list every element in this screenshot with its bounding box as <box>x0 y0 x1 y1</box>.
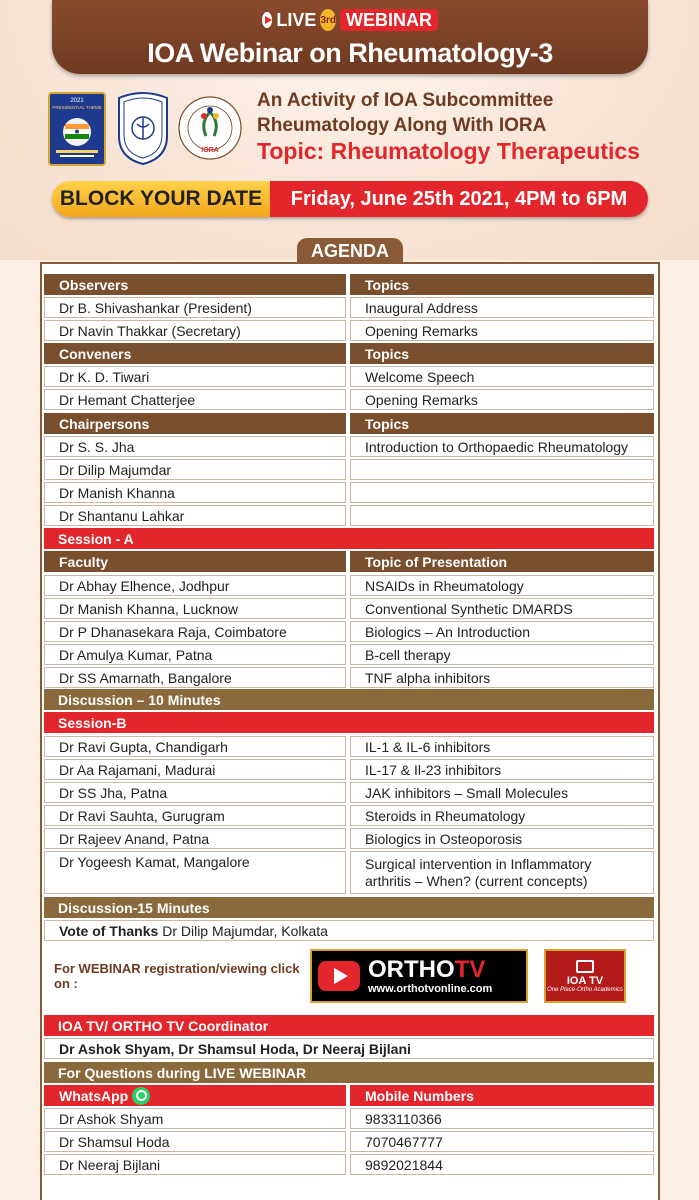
name-cell: Dr Navin Thakkar (Secretary) <box>44 320 346 341</box>
whatsapp-icon <box>132 1087 150 1105</box>
block-date-label: BLOCK YOUR DATE <box>52 181 270 217</box>
table-row <box>44 667 654 688</box>
table-row <box>44 482 654 503</box>
name-cell: Dr P Dhanasekara Raja, Coimbatore <box>44 621 346 642</box>
name-cell: Dr Shantanu Lahkar <box>44 505 346 526</box>
ioatv-link[interactable] <box>544 949 626 1003</box>
presidential-theme-logo <box>48 92 106 166</box>
topic-cell: B-cell therapy <box>350 644 654 665</box>
name-cell: Dr Manish Khanna <box>44 482 346 503</box>
name-cell: Dr Ravi Sauhta, Gurugram <box>44 805 346 826</box>
table-row <box>44 759 654 780</box>
topic-cell <box>350 482 654 503</box>
name-cell: Dr Amulya Kumar, Patna <box>44 644 346 665</box>
faculty-header-row <box>44 551 654 572</box>
name-cell: Dr Aa Rajamani, Madurai <box>44 759 346 780</box>
iora-abbr: IORA <box>201 147 219 154</box>
phone-cell: 7070467777 <box>350 1131 654 1152</box>
name-cell: Dr Abhay Elhence, Jodhpur <box>44 575 346 596</box>
logo1-text: PRESIDENTIAL THEME <box>52 105 102 110</box>
topic-cell <box>350 851 654 894</box>
table-row <box>44 828 654 849</box>
name-cell: Dr Dilip Majumdar <box>44 459 346 480</box>
play-icon <box>318 961 360 991</box>
logo1-year: 2021 <box>70 98 84 104</box>
activity-text <box>257 88 677 138</box>
table-row <box>44 436 654 457</box>
topic-cell: Biologics – An Introduction <box>350 621 654 642</box>
header-cell: Topics <box>350 343 654 364</box>
header-cell: Chairpersons <box>44 413 346 434</box>
phone-cell: 9833110366 <box>350 1108 654 1129</box>
whatsapp-label: WhatsApp <box>59 1087 129 1104</box>
topic-line-1: Surgical intervention in Inflammatory <box>365 855 592 872</box>
webinar-label: WEBINAR <box>340 9 438 31</box>
registration-row <box>44 942 654 1010</box>
orthotv-url: www.orthotvonline.com <box>368 983 493 995</box>
ordinal-badge: 3rd <box>320 9 336 31</box>
name-cell: Dr Shamsul Hoda <box>44 1131 346 1152</box>
header-cell: Faculty <box>44 551 346 572</box>
orthotv-wordmark <box>368 957 492 983</box>
table-row <box>44 297 654 318</box>
header-cell: Topic of Presentation <box>350 551 654 572</box>
coordinator-names: Dr Ashok Shyam, Dr Shamsul Hoda, Dr Neeraj Bijlani <box>44 1038 654 1059</box>
name-cell: Dr K. D. Tiwari <box>44 366 346 387</box>
header-cell: Conveners <box>44 343 346 364</box>
topic-cell: Inaugural Address <box>350 297 654 318</box>
discussion-bar: Discussion-15 Minutes <box>44 897 654 918</box>
table-row <box>44 805 654 826</box>
activity-line-2: Rheumatology Along With IORA <box>257 115 547 136</box>
topic-cell: Opening Remarks <box>350 320 654 341</box>
coordinator-bar: IOA TV/ ORTHO TV Coordinator <box>44 1015 654 1036</box>
name-cell: Dr Yogeesh Kamat, Mangalore <box>44 851 346 894</box>
header-cell: Topics <box>350 413 654 434</box>
vote-label: Vote of Thanks <box>59 922 159 939</box>
table-row <box>44 598 654 619</box>
topic-cell: TNF alpha inhibitors <box>350 667 654 688</box>
topic-cell: IL-1 & IL-6 inhibitors <box>350 736 654 757</box>
table-row <box>44 575 654 596</box>
topic-line-2: arthritis – When? (current concepts) <box>365 872 588 889</box>
observers-header-row <box>44 274 654 295</box>
topic-cell: Opening Remarks <box>350 389 654 410</box>
name-cell: Dr S. S. Jha <box>44 436 346 457</box>
conveners-header-row <box>44 343 654 364</box>
ioatv-tagline: One Place-Ortho Academics <box>547 986 623 993</box>
agenda-heading: AGENDA <box>297 238 403 264</box>
table-row <box>44 505 654 526</box>
name-cell: Dr Hemant Chatterjee <box>44 389 346 410</box>
name-cell: Dr SS Jha, Patna <box>44 782 346 803</box>
topic-heading: Topic: Rheumatology Therapeutics <box>257 138 640 164</box>
phone-cell: 9892021844 <box>350 1154 654 1175</box>
topic-cell: Steroids in Rheumatology <box>350 805 654 826</box>
vote-of-thanks-row <box>44 920 654 941</box>
date-bar <box>52 181 648 217</box>
orthotv-link[interactable] <box>310 949 528 1003</box>
vote-name: Dr Dilip Majumdar, Kolkata <box>162 922 328 939</box>
chairpersons-header-row <box>44 413 654 434</box>
table-row <box>44 1154 654 1175</box>
play-icon <box>262 12 272 28</box>
name-cell: Dr Manish Khanna, Lucknow <box>44 598 346 619</box>
discussion-bar: Discussion – 10 Minutes <box>44 689 654 710</box>
iora-logo <box>176 92 244 166</box>
session-b-bar: Session-B <box>44 712 654 733</box>
header-cell <box>44 1085 346 1106</box>
ioa-seal-logo <box>115 90 171 166</box>
topic-cell: IL-17 & Il-23 inhibitors <box>350 759 654 780</box>
registration-text: For WEBINAR registration/viewing click on : <box>54 961 300 991</box>
ortho-word: ORTHO <box>368 956 455 983</box>
table-row <box>44 621 654 642</box>
orthotv-text <box>368 957 492 995</box>
name-cell: Dr SS Amarnath, Bangalore <box>44 667 346 688</box>
table-row <box>44 1108 654 1129</box>
page-title: IOA Webinar on Rheumatology-3 <box>147 38 553 68</box>
name-cell: Dr Ashok Shyam <box>44 1108 346 1129</box>
table-row <box>44 366 654 387</box>
topic-cell: Biologics in Osteoporosis <box>350 828 654 849</box>
table-row <box>44 851 654 894</box>
table-row <box>44 782 654 803</box>
name-cell: Dr Rajeev Anand, Patna <box>44 828 346 849</box>
topic-cell <box>350 505 654 526</box>
name-cell: Dr Neeraj Bijlani <box>44 1154 346 1175</box>
topic-cell: Conventional Synthetic DMARDS <box>350 598 654 619</box>
table-row <box>44 644 654 665</box>
event-date: Friday, June 25th 2021, 4PM to 6PM <box>270 181 648 217</box>
tv-word: TV <box>454 956 486 983</box>
questions-header-row <box>44 1085 654 1106</box>
session-a-bar: Session - A <box>44 528 654 549</box>
ioatv-label: IOA TV <box>566 974 604 987</box>
live-label: LIVE <box>276 9 317 30</box>
table-row <box>44 459 654 480</box>
name-cell: Dr Ravi Gupta, Chandigarh <box>44 736 346 757</box>
topic-cell: Introduction to Orthopaedic Rheumatology <box>350 436 654 457</box>
topic-cell <box>350 459 654 480</box>
table-row <box>44 736 654 757</box>
name-cell: Dr B. Shivashankar (President) <box>44 297 346 318</box>
topic-cell: JAK inhibitors – Small Molecules <box>350 782 654 803</box>
table-row <box>44 320 654 341</box>
live-badge <box>262 7 438 33</box>
header-cell: Topics <box>350 274 654 295</box>
topic-cell: Welcome Speech <box>350 366 654 387</box>
tv-icon <box>576 960 594 973</box>
activity-line-1: An Activity of IOA Subcommittee <box>257 90 554 111</box>
table-row <box>44 389 654 410</box>
table-row <box>44 1131 654 1152</box>
questions-bar: For Questions during LIVE WEBINAR <box>44 1062 654 1083</box>
header-cell: Observers <box>44 274 346 295</box>
header-cell: Mobile Numbers <box>350 1085 654 1106</box>
topic-cell: NSAIDs in Rheumatology <box>350 575 654 596</box>
